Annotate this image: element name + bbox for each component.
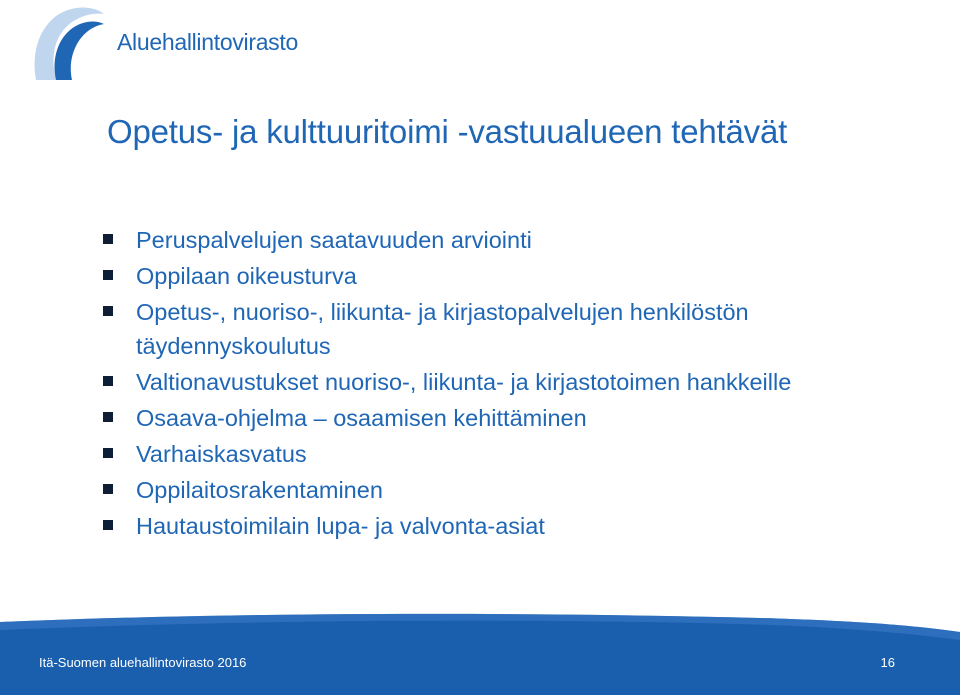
footer-organization: Itä-Suomen aluehallintovirasto 2016 (39, 655, 247, 670)
square-bullet-icon (103, 412, 113, 422)
list-item (103, 437, 923, 471)
list-item (103, 365, 923, 399)
square-bullet-icon (103, 520, 113, 530)
square-bullet-icon (103, 376, 113, 386)
list-item-text: Valtionavustukset nuoriso-, liikunta- ja kirjastotoimen hankkeille (136, 369, 792, 395)
avi-logo-icon (26, 2, 106, 80)
square-bullet-icon (103, 484, 113, 494)
square-bullet-icon (103, 448, 113, 458)
slide-title: Opetus- ja kulttuuritoimi -vastuualueen tehtävät (107, 113, 788, 150)
list-item (103, 401, 923, 435)
footer-band (0, 612, 960, 695)
square-bullet-icon (103, 270, 113, 280)
list-item-text: Varhaiskasvatus (136, 441, 307, 467)
list-item (103, 295, 923, 363)
list-item-text: Osaava-ohjelma – osaamisen kehittäminen (136, 405, 587, 431)
list-item (103, 259, 923, 293)
list-item-text: Opetus-, nuoriso-, liikunta- ja kirjastopalvelujen henkilöstön täydennyskoulutus (136, 299, 749, 359)
list-item (103, 223, 923, 257)
bullet-list (103, 223, 923, 545)
footer-wave-shape (0, 612, 960, 695)
logo-text: Aluehallintovirasto (117, 29, 298, 55)
page-number: 16 (880, 655, 895, 670)
logo (26, 2, 326, 82)
list-item (103, 473, 923, 507)
list-item (103, 509, 923, 543)
list-item-text: Peruspalvelujen saatavuuden arviointi (136, 227, 532, 253)
square-bullet-icon (103, 234, 113, 244)
list-item-text: Oppilaitosrakentaminen (136, 477, 383, 503)
list-item-text: Oppilaan oikeusturva (136, 263, 357, 289)
list-item-text: Hautaustoimilain lupa- ja valvonta-asiat (136, 513, 545, 539)
square-bullet-icon (103, 306, 113, 316)
